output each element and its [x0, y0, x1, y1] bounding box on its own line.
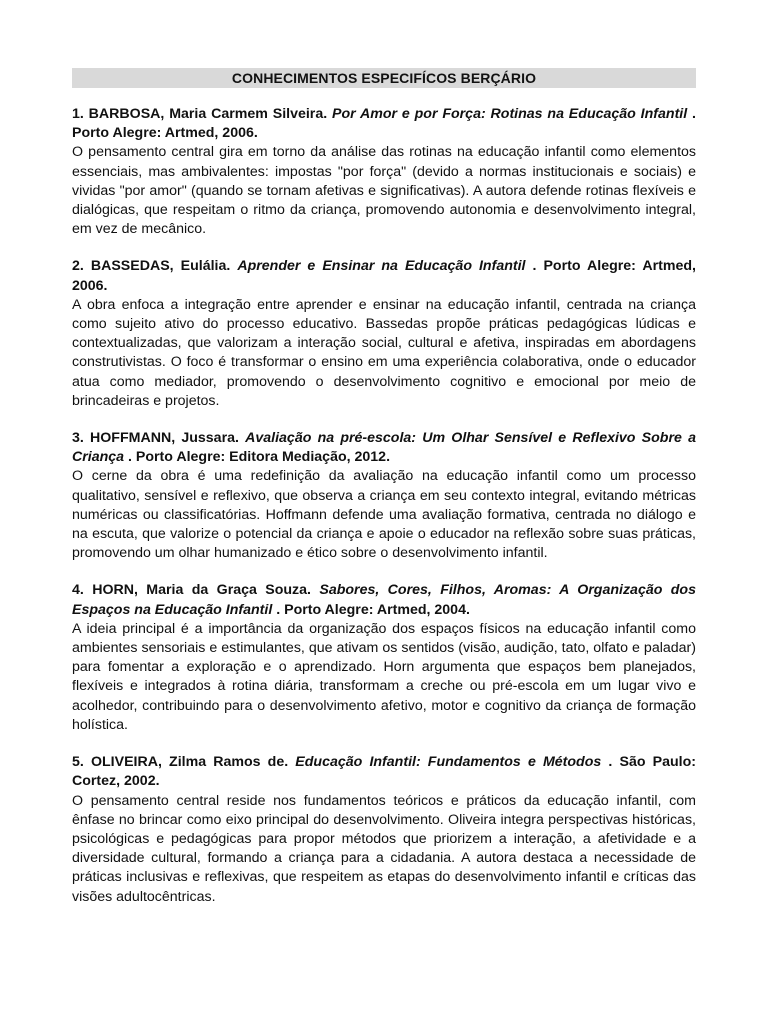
- entry-summary: A ideia principal é a importância da organização dos espaços físicos na educação infantil como ambientes sensoriais e estimulantes, que ativam os sentidos (visão, audição, tato, olfato e paladar) para fomentar a exploração e o aprendizado. Horn argumenta que espaços bem planejados, flexíveis e integrados à rotina diária, transformam a creche ou pré-escola em um lugar vivo e acolhedor, contribuindo para o desenvolvimento afetivo, motor e cognitivo da criança de formação holística.: [72, 620, 696, 733]
- citation-author: 5. OLIVEIRA, Zilma Ramos de.: [72, 754, 289, 771]
- document-title: CONHECIMENTOS ESPECIFÍCOS BERÇÁRIO: [72, 68, 696, 88]
- citation-author: 4. HORN, Maria da Graça Souza.: [72, 582, 311, 599]
- citation-publisher: . Porto Alegre: Artmed, 2006.: [72, 106, 696, 142]
- entry-summary: A obra enfoca a integração entre aprender e ensinar na educação infantil, centrada na criança como sujeito ativo do processo educativo. Bassedas propõe práticas pedagógicas lúdicas e contextualizadas, que valorizam a interação social, cultural e afetiva, inspiradas em abordagens construtivistas. O foco é transformar o ensino em uma experiência colaborativa, onde o educador atua como mediador, promovendo o desenvolvimento cognitivo e emocional por meio de brincadeiras e projetos.: [72, 296, 696, 409]
- document-page: [72, 68, 696, 925]
- citation-work-title: Por Amor e por Força: Rotinas na Educação Infantil: [332, 106, 688, 122]
- entry-2: [72, 257, 696, 411]
- citation: [72, 105, 696, 143]
- citation-work-title: Sabores, Cores, Filhos, Aromas: A Organização dos Espaços na Educação Infantil: [72, 582, 696, 618]
- citation-author: 3. HOFFMANN, Jussara.: [72, 430, 239, 447]
- entry-1: [72, 105, 696, 239]
- entry-summary: O pensamento central reside nos fundamentos teóricos e práticos da educação infantil, com ênfase no brincar como eixo principal do desenvolvimento. Oliveira integra perspectivas históricas, psicológicas e pedagógicas para propor métodos que priorizem a interação, a afetividade e a diversidade cultural, formando a criança para a cidadania. A autora destaca a necessidade de práticas inclusivas e reflexivas, que respeitem as etapas do desenvolvimento infantil e críticas das visões adultocêntricas.: [72, 792, 696, 905]
- entry-5: [72, 753, 696, 907]
- citation-publisher: . São Paulo: Cortez, 2002.: [72, 754, 696, 790]
- citation-work-title: Educação Infantil: Fundamentos e Métodos: [295, 754, 602, 771]
- citation-publisher: . Porto Alegre: Editora Mediação, 2012.: [128, 449, 391, 466]
- citation: [72, 429, 696, 467]
- entry-summary: O pensamento central gira em torno da análise das rotinas na educação infantil como elementos essenciais, mas ambivalentes: impostas "por força" (devido a normas institucionais e sociais) e vividas "por amor" (quando se tornam afetivas e significativas). A autora defende rotinas flexíveis e dialógicas, que respeitam o ritmo da criança, promovendo autonomia e desenvolvimento integral, em vez de mecânico.: [72, 144, 696, 238]
- citation-publisher: . Porto Alegre: Artmed, 2006.: [72, 258, 696, 294]
- entry-summary: O cerne da obra é uma redefinição da avaliação na educação infantil como um processo qualitativo, sensível e reflexivo, que observa a criança em seu contexto integral, evitando métricas numéricas ou classificatórias. Hoffmann defende uma avaliação formativa, centrada no diálogo e na escuta, que valorize o potencial da criança e apoie o educador na reflexão sobre suas práticas, promovendo um olhar humanizado e ético sobre o desenvolvimento infantil.: [72, 468, 696, 562]
- citation-work-title: Aprender e Ensinar na Educação Infantil: [237, 258, 526, 275]
- citation-author: 1. BARBOSA, Maria Carmem Silveira.: [72, 106, 328, 122]
- citation: [72, 581, 696, 619]
- citation-author: 2. BASSEDAS, Eulália.: [72, 258, 231, 275]
- citation: [72, 753, 696, 791]
- citation: [72, 257, 696, 295]
- citation-publisher: . Porto Alegre: Artmed, 2004.: [276, 601, 470, 618]
- entry-3: [72, 429, 696, 563]
- citation-work-title: Avaliação na pré-escola: Um Olhar Sensível e Reflexivo Sobre a Criança: [72, 430, 696, 466]
- entry-4: [72, 581, 696, 735]
